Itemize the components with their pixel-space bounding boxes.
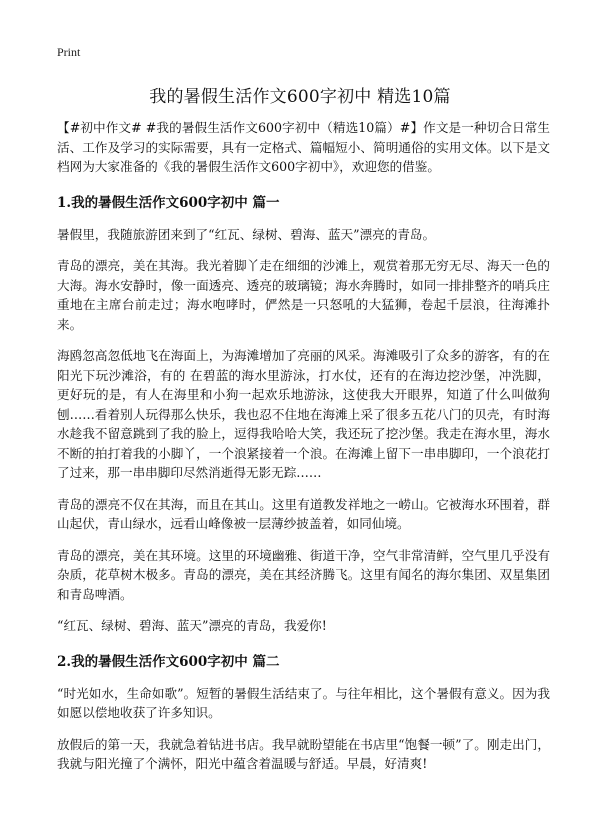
document-title: 我的暑假生活作文600字初中 精选10篇 xyxy=(149,87,451,107)
body-paragraph: “红瓦、绿树、碧海、蓝天”漂亮的青岛，我爱你! xyxy=(57,618,327,633)
section-heading: 1.我的暑假生活作文600字初中 篇一 xyxy=(57,194,280,211)
section-heading: 2.我的暑假生活作文600字初中 篇二 xyxy=(57,653,280,670)
body-paragraph: 暑假里，我随旅游团来到了“红瓦、绿树、碧海、蓝天”漂亮的青岛。 xyxy=(57,226,436,242)
body-paragraph: 海鸥忽高忽低地飞在海面上，为海滩增加了亮丽的风采。海滩吸引了众多的游客，有的在阳光下玩沙滩浴，有的 在碧蓝的海水里游泳，打水仗，还有的在海边挖沙堡，冲洗脚，更好玩的是，有人在海里和小狗一起欢乐地游泳，这使我大开眼界，知道了什么叫做狗刨……看着别人玩得那么快乐，我也忍不住地在海滩上采了很多五花八门的贝壳，有时海水趁我不留意跳到了我的脸上，逗得我哈哈大笑，我还玩了挖沙堡。我走在海水里，海水不断的拍打着我的小脚丫，一个浪紧接着一个浪。在海滩上留下一串串脚印，一个浪花打了过来，那一串串脚印尽然消逝得无影无踪…… xyxy=(57,348,550,480)
body-paragraph: 青岛的漂亮，美在其海。我光着脚丫走在细细的沙滩上，观赏着那无穷无尽、海天一色的大海。海水安静时，像一面透亮、透亮的玻璃镜；海水奔腾时，如同一排排整齐的哨兵庄重地在主席台前走过；海水咆哮时，俨然是一只怒吼的大猛狮，卷起千层浪，往海滩扑来。 xyxy=(57,258,550,332)
body-paragraph: “时光如水，生命如歌”。短暂的暑假生活结束了。与往年相比，这个暑假有意义。因为我如愿以偿地收获了许多知识。 xyxy=(57,685,550,720)
body-paragraph: 放假后的第一天，我就急着钻进书店。我早就盼望能在书店里“饱餐一顿”了。刚走出门，我就与阳光撞了个满怀，阳光中蕴含着温暖与舒适。早晨，好清爽! xyxy=(57,736,550,771)
print-link[interactable]: Print xyxy=(57,45,81,59)
body-paragraph: 青岛的漂亮，美在其环境。这里的环境幽雅、街道干净，空气非常清鲜，空气里几乎没有杂质，花草树木极多。青岛的漂亮，美在其经济腾飞。这里有闻名的海尔集团、双星集团和青岛啤酒。 xyxy=(57,547,550,602)
intro-paragraph: 【#初中作文# #我的暑假生活作文600字初中（精选10篇）#】作文是一种切合日常生活、工作及学习的实际需要，具有一定格式、篇幅短小、简明通俗的实用文体。以下是文档网为大家准备的《我的暑假生活作文600字初中》，欢迎您的借鉴。 xyxy=(57,120,550,174)
document-body xyxy=(57,118,550,786)
body-paragraph: 青岛的漂亮不仅在其海，而且在其山。这里有道教发祥地之一崂山。它被海水环围着，群山起伏，青山绿水，远看山峰像被一层薄纱披盖着，如同仙境。 xyxy=(57,496,550,531)
